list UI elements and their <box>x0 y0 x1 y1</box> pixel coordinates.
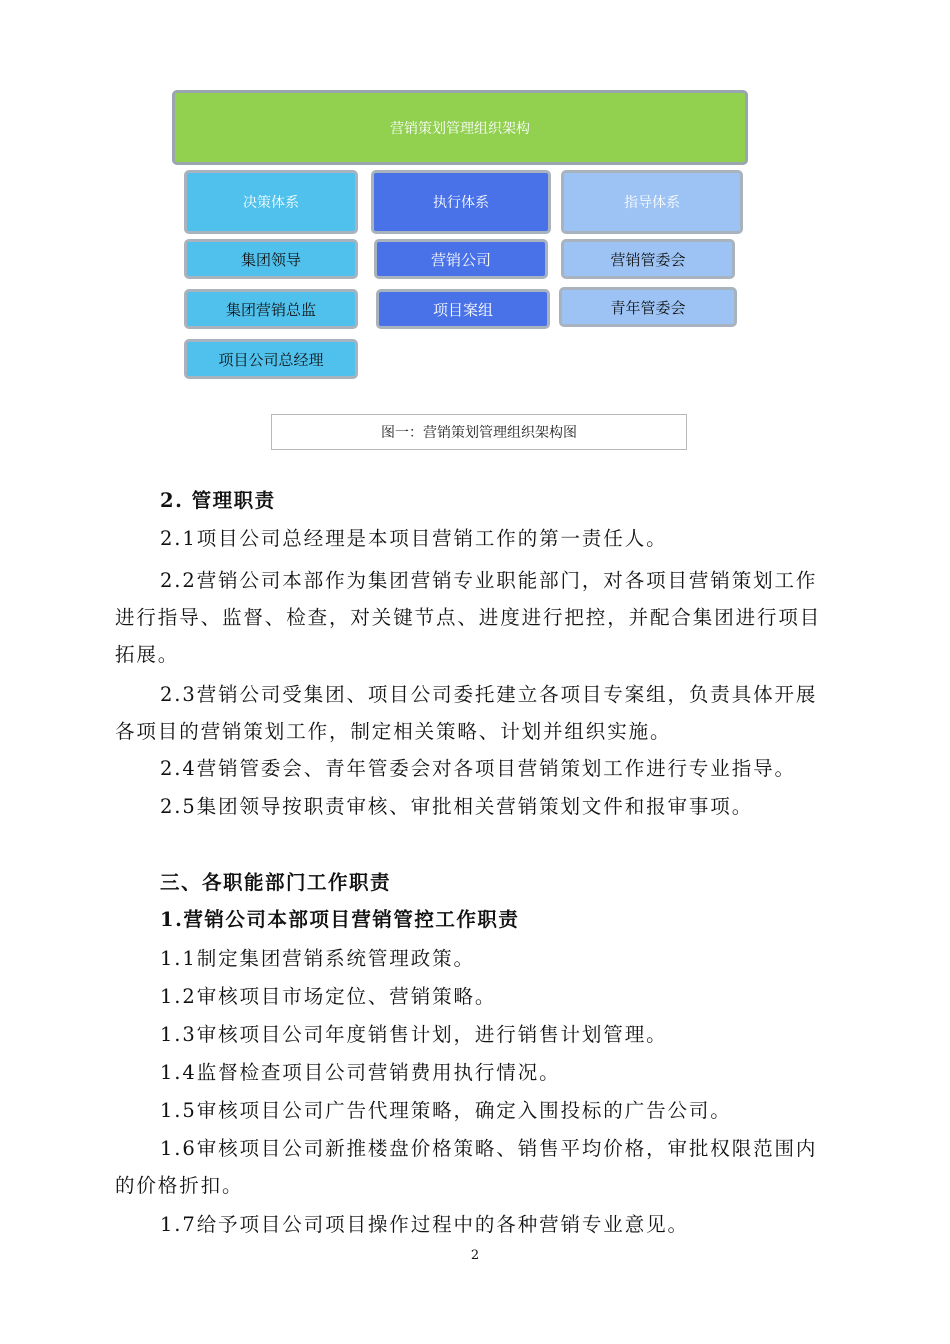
org-header-decision: 决策体系 <box>184 170 358 234</box>
paragraph-2-3: 2.3营销公司受集团、项目公司委托建立各项目专案组，负责具体开展各项目的营销策划工作，制定相关策略、计划并组织实施。 <box>115 683 818 743</box>
org-header-guidance: 指导体系 <box>561 170 743 234</box>
paragraph-1-6: 1.6审核项目公司新推楼盘价格策略、销售平均价格，审批权限范围内的价格折扣。 <box>115 1137 818 1197</box>
paragraph-2-1: 2.1项目公司总经理是本项目营销工作的第一责任人。 <box>160 527 668 550</box>
figure-caption: 图一：营销策划管理组织架构图 <box>271 414 687 450</box>
paragraph-2-2: 2.2营销公司本部作为集团营销专业职能部门，对各项目营销策划工作进行指导、监督、检查，对关键节点、进度进行把控，并配合集团进行项目拓展。 <box>115 569 822 666</box>
paragraph-2-5: 2.5集团领导按职责审核、审批相关营销策划文件和报审事项。 <box>160 795 754 818</box>
org-header-execution: 执行体系 <box>371 170 551 234</box>
org-item-group-marketing-director: 集团营销总监 <box>184 289 358 329</box>
org-item-project-team: 项目案组 <box>376 289 550 329</box>
paragraph-1-3: 1.3审核项目公司年度销售计划，进行销售计划管理。 <box>160 1023 668 1046</box>
org-item-project-gm: 项目公司总经理 <box>184 339 358 379</box>
paragraph-1-5: 1.5审核项目公司广告代理策略，确定入围投标的广告公司。 <box>160 1099 732 1122</box>
org-item-marketing-committee: 营销管委会 <box>561 239 735 279</box>
paragraph-1-2: 1.2审核项目市场定位、营销策略。 <box>160 985 497 1008</box>
paragraph-1-4: 1.4监督检查项目公司营销费用执行情况。 <box>160 1061 561 1084</box>
org-item-marketing-company: 营销公司 <box>374 239 548 279</box>
section-heading-department-duties: 三、各职能部门工作职责 <box>160 871 392 894</box>
section-heading-management-duties: 2. 管理职责 <box>160 489 276 512</box>
org-item-youth-committee: 青年管委会 <box>559 287 737 327</box>
paragraph-2-4: 2.4营销管委会、青年管委会对各项目营销策划工作进行专业指导。 <box>160 757 796 780</box>
subsection-heading-marketing-hq: 1.营销公司本部项目营销管控工作职责 <box>160 908 520 931</box>
org-chart-root: 营销策划管理组织架构 <box>172 90 748 165</box>
paragraph-1-1: 1.1制定集团营销系统管理政策。 <box>160 947 475 970</box>
org-item-group-leader: 集团领导 <box>184 239 358 279</box>
paragraph-1-7: 1.7给予项目公司项目操作过程中的各种营销专业意见。 <box>160 1213 689 1236</box>
page-number: 2 <box>470 1248 480 1263</box>
